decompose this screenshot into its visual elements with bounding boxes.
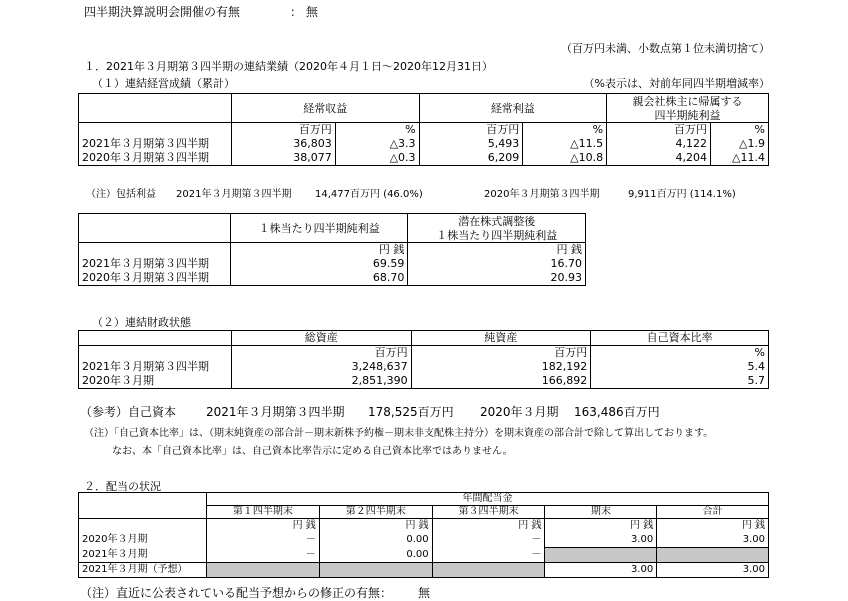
cell: － [206,548,319,563]
capital-ratio-note: （注）「自己資本比率」は、（期末純資産の部合計－期末新株予約権－期末非支配株主持分）を期末資産の部合計で除して算出しております。 [84,428,714,439]
row-label: 2020年３月期 [79,533,207,548]
cell: △0.3 [335,151,419,166]
table-row [79,151,769,166]
briefing-value: 無 [306,5,319,19]
unit-cell: % [335,123,419,138]
unit-cell: 百万円 [231,346,411,361]
row-label: 2021年３月期 [79,548,207,563]
cell: 6,209 [419,151,523,166]
cell: 38,077 [231,151,335,166]
cell: － [432,548,545,563]
units-label-cell [79,346,232,361]
cell: 20.93 [408,271,586,286]
eps-table [78,213,586,286]
unit-cell: 百万円 [411,346,591,361]
header-diluted-eps-line2: １株当たり四半期純利益 [408,228,586,243]
section2-title: ２．配当の状況 [84,480,161,493]
cell: 3,248,637 [231,360,411,374]
units-note: （百万円未満、小数点第１位未満切捨て） [561,42,770,55]
cell: 4,122 [607,137,711,151]
corner-cell [79,94,232,123]
cell: － [432,533,545,548]
units-label-cell [79,519,207,534]
header-total: 合計 [657,506,769,519]
shaded-cell [657,548,769,563]
cell: 0.00 [319,533,432,548]
row-label: 2021年３月期第３四半期 [79,137,232,151]
unit-cell: 百万円 [607,123,711,138]
cell: △11.5 [523,137,607,151]
table-row [79,271,586,286]
corner-cell [79,214,231,243]
shaded-cell [206,563,319,578]
unit-cell: 円 銭 [206,519,319,534]
briefing-separator: ： [290,5,303,19]
shaded-cell [545,548,657,563]
cell: 3.00 [545,563,657,578]
unit-cell: 百万円 [231,123,335,138]
header-capital-ratio: 自己資本比率 [591,331,769,346]
header-net-income-line2: 四半期純利益 [607,108,769,123]
cell: 3.00 [545,533,657,548]
unit-cell: 円 銭 [319,519,432,534]
units-label-cell [79,243,231,258]
shaded-cell [432,563,545,578]
row-label: 2021年３月期第３四半期 [79,360,232,374]
cell: 5,493 [419,137,523,151]
unit-cell: 円 銭 [408,243,586,258]
operating-results-table [78,93,769,166]
cell: 36,803 [231,137,335,151]
row-label: 2020年３月期第３四半期 [79,271,231,286]
ref-value2: 163,486百万円 [574,405,660,419]
cell: △1.9 [710,137,768,151]
sub1-note: （%表示は、対前年同四半期増減率） [583,77,770,90]
cell: 5.7 [591,374,769,389]
header-year-end: 期末 [545,506,657,519]
cell: △3.3 [335,137,419,151]
header-ordinary-revenue: 経常収益 [231,94,419,123]
unit-cell: 円 銭 [432,519,545,534]
header-diluted-eps-line1: 潜在株式調整後 [408,214,586,229]
shaded-cell [319,563,432,578]
comprehensive-note-period2: 2020年３月期第３四半期 [484,189,600,200]
cell: 3.00 [657,563,769,578]
unit-cell: 円 銭 [657,519,769,534]
cell: 69.59 [230,257,408,271]
corner-cell [79,493,207,519]
header-net-assets: 純資産 [411,331,591,346]
cell: △11.4 [710,151,768,166]
table-row [79,563,769,578]
units-label-cell [79,123,232,138]
cell: 182,192 [411,360,591,374]
header-eps: １株当たり四半期純利益 [230,214,408,243]
cell: △10.8 [523,151,607,166]
header-net-income-line1: 親会社株主に帰属する [607,94,769,109]
unit-cell: 円 銭 [230,243,408,258]
header-total-assets: 総資産 [231,331,411,346]
row-label: 2020年３月期 [79,374,232,389]
cell: 5.4 [591,360,769,374]
comprehensive-note-period1: 2021年３月期第３四半期 [176,189,292,200]
section1-title: １．2021年３月期第３四半期の連結業績（2020年４月１日～2020年12月31日） [84,60,493,73]
dividends-table [78,492,769,578]
table-row [79,137,769,151]
header-ordinary-profit: 経常利益 [419,94,607,123]
ref-period2: 2020年３月期 [480,405,559,419]
briefing-label: 四半期決算説明会開催の有無 [84,5,241,19]
table-row [79,548,769,563]
comprehensive-note-value1: 14,477百万円 (46.0%) [315,189,423,200]
cell: － [206,533,319,548]
comprehensive-note-value2: 9,911百万円 (114.1%) [628,189,736,200]
revision-note: （注）直近に公表されている配当予想からの修正の有無： [80,586,393,600]
corner-cell [79,331,232,346]
header-q2-end: 第２四半期末 [319,506,432,519]
revision-value: 無 [418,586,431,600]
unit-cell: % [591,346,769,361]
comprehensive-note-label: （注）包括利益 [86,189,156,200]
ref-period1: 2021年３月期第３四半期 [206,405,345,419]
table-row [79,374,769,389]
cell: 4,204 [607,151,711,166]
header-q1-end: 第１四半期末 [206,506,319,519]
cell: 2,851,390 [231,374,411,389]
capital-ratio-note2: なお、本「自己資本比率」は、自己資本比率告示に定める自己資本比率ではありません。 [112,446,513,457]
cell: 0.00 [319,548,432,563]
financial-position-table [78,330,769,389]
row-label: 2021年３月期第３四半期 [79,257,231,271]
cell: 68.70 [230,271,408,286]
unit-cell: 円 銭 [545,519,657,534]
row-label: 2020年３月期第３四半期 [79,151,232,166]
ref-label: （参考）自己資本 [80,405,177,419]
table-row [79,360,769,374]
ref-value1: 178,525百万円 [368,405,454,419]
cell: 3.00 [657,533,769,548]
table-row [79,533,769,548]
cell: 166,892 [411,374,591,389]
table-row [79,257,586,271]
unit-cell: % [710,123,768,138]
unit-cell: 百万円 [419,123,523,138]
row-label: 2021年３月期（予想） [79,563,207,578]
sub1-title: （１）連結経営成績（累計） [92,77,235,90]
header-q3-end: 第３四半期末 [432,506,545,519]
cell: 16.70 [408,257,586,271]
sub2-title: （２）連結財政状態 [92,316,191,329]
header-annual-dividends: 年間配当金 [206,493,768,506]
unit-cell: % [523,123,607,138]
